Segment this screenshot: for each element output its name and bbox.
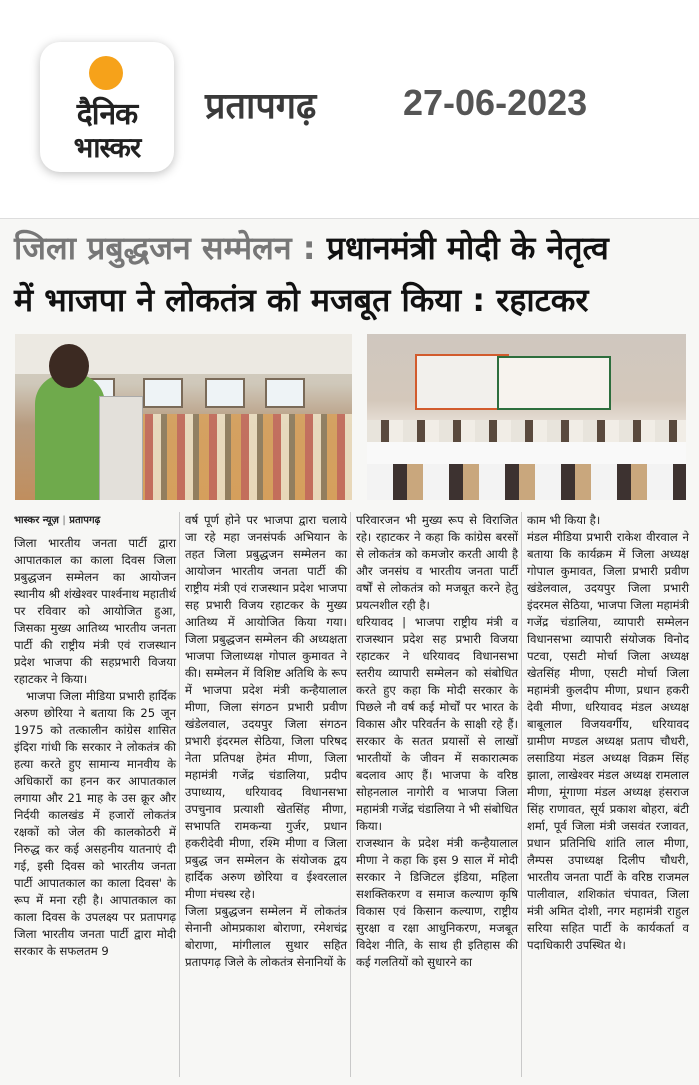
event-photo-stage — [367, 334, 686, 500]
paragraph: काम भी किया है। — [527, 513, 601, 527]
byline-source: भास्कर न्यूज़ — [14, 515, 59, 526]
headline-line-2: में भाजपा ने लोकतंत्र को मजबूत किया : रहाटकर — [14, 281, 589, 319]
logo-line-1: दैनिक — [76, 97, 138, 132]
paragraph: जिला प्रबुद्धजन सम्मेलन में लोकतंत्र सेनानी ओमप्रकाश बोराणा, रमेशचंद्र बोराणा, मांगीलाल सुथार सहित प्रतापगढ़ जिले के लोकतंत्र सेनानियों के — [185, 904, 347, 969]
paragraph: भाजपा जिला मीडिया प्रभारी हार्दिक अरुण छोरिया ने बताया कि 25 जून 1975 को तत्कालीन कांग्रेस शासित इंदिरा गांधी कि सरकार ने लोकतंत्र की हत्या करते हुए सामान्य मानवीय के अधिकारों का हनन कर आपातकाल लगाया और 21 माह के उस क्रूर और निर्दयी कालखंड में हजारों लोकतंत्र रक्षकों को जेल की कालकोठरी में निरुद्ध कर कई असहनीय यातनाएं दी गई, इसी दिवस को भारतीय जनता पार्टी आपातकाल का काला दिवस' के रूप में मना रही है। आपातकाल का काला दिवस के उपलक्ष्य पर प्रतापगढ़ जिला भारतीय जनता पार्टी द्वारा मोदी सरकार के सफलतम 9 — [14, 689, 176, 958]
article-column-3 — [356, 512, 518, 971]
article-column-4 — [527, 512, 689, 954]
headline-main: प्रधानमंत्री मोदी के नेतृत्व — [326, 229, 609, 267]
dainik-bhaskar-logo — [40, 42, 174, 172]
edition-city: प्रतापगढ़ — [205, 86, 317, 127]
event-photo-speaker — [15, 334, 352, 500]
byline-place: प्रतापगढ़ — [69, 515, 101, 526]
paragraph: वर्ष पूर्ण होने पर भाजपा द्वारा चलाये जा रहे महा जनसंपर्क अभियान के तहत जिला प्रबुद्धजन सम्मेलन का आयोजन भारतीय जनता पार्टी की राष्ट्रीय मंत्री एवं राजस्थान प्रदेश भाजपा सह प्रभारी विजय रहाटकर के मुख्य आतिथ्य में आयोजित किया गया। जिला प्रबुद्धजन सम्मेलन की अध्यक्षता भाजपा जिलाध्यक्ष गोपाल कुमावत ने की। सम्मेलन में विशिष्ट अतिथि के रूप में भाजपा प्रदेश मंत्री कन्हैयालाल मीणा, जिला संगठन प्रभारी प्रवीण खंडेलवाल, उदयपुर जिला संगठन प्रभारी इंदरमल सेठिया, जिला परिषद नेता प्रतिपक्ष हेमंत मीणा, जिला महामंत्री गजेंद्र चंडालिया, प्रदीप उपाध्याय, धरियावद विधानसभा उपचुनाव प्रत्याशी खेतसिंह मीणा, सभापति रामकन्या गुर्जर, प्रधान हकरीदेवी मीणा, रश्मि मीणा व जिला प्रबुद्ध जन सम्मेलन के संयोजक द्वय हार्दिक अरुण छोरिया व ईश्वरलाल मीणा मंचस्थ रहे। — [185, 513, 347, 901]
paragraph: मंडल मीडिया प्रभारी राकेश वीरवाल ने बताया कि कार्यक्रम में जिला अध्यक्ष गोपाल कुमावत, जिला प्रभारी प्रवीण खंडेलवाल, उदयपुर जिला प्रभारी इंदरमल सेठिया, भाजपा जिला महामंत्री गजेंद्र चंडालिया, व्यापारी सम्मेलन विधानसभा व्यापारी संयोजक विनोद पटवा, एसटी मोर्चा जिला अध्यक्ष खेतसिंह मीणा, एसटी मोर्चा जिला महामंत्री कुलदीप मीणा, प्रधान हकरी देवी मीणा, धरियावद मंडल अध्यक्ष बाबूलाल विजयवर्गीय, धरियावद ग्रामीण मण्डल अध्यक्ष प्रताप चौधरी, लसाडिया मंडल अध्यक्ष विक्रम सिंह झाला, लाखेश्वर मंडल अध्यक्ष रामलाल मीणा, मूंगाणा मंडल अध्यक्ष हंसराज सिंह राणावत, सूर्य प्रकाश बोहरा, बंटी शर्मा, पूर्व जिला मंत्री जसवंत रजावत, प्रधान प्रतिनिधि शांति लाल मीणा, लैम्पस उपाध्यक्ष दिलीप चौधरी, भारतीय जनता पार्टी के वरिष्ठ राजमल पालीवाल, शशिकांत चंपावत, जिला मंत्री अमित दोशी, नगर महामंत्री राहुल सरिया सहित पार्टी के कार्यकर्ता व पदाधिकारी उपस्थित थे। — [527, 530, 689, 952]
newspaper-header — [0, 0, 699, 190]
logo-sun-icon — [89, 56, 123, 90]
article-column-1 — [14, 512, 176, 960]
paragraph: धरियावद | भाजपा राष्ट्रीय मंत्री व राजस्थान प्रदेश सह प्रभारी विजया रहाटकर ने धरियावद विधानसभा स्तरीय व्यापारी सम्मेलन को संबोधित करते हुए कहा कि मोदी सरकार के पिछले नौ वर्ष कई मोर्चों पर भारत के विकास और परिवर्तन के साक्षी रहे हैं। सरकार के सतत प्रयासों से लाखों भारतीयों के जीवन में सकारात्मक बदलाव आए हैं। भाजपा के वरिष्ठ सोहनलाल नागोरी व भाजपा जिला महामंत्री गजेंद्र चंडालिया ने भी संबोधित किया। — [356, 615, 518, 833]
headline-line-1 — [14, 228, 694, 268]
byline: भास्कर न्यूज़ | प्रतापगढ़ — [14, 515, 101, 526]
paragraph: परिवारजन भी मुख्य रूप से विराजित रहे। रहाटकर ने कहा कि कांग्रेस बरसों से लोकतंत्र को कमजोर करती आयी है और जनसंघ व भारतीय जनता पार्टी वर्षों से लोकतंत्र को मजबूत करने हेतु प्रयत्नशील रही है। — [356, 513, 518, 612]
edition-date: 27-06-2023 — [403, 82, 588, 123]
article-column-2 — [185, 512, 347, 971]
paragraph: जिला भारतीय जनता पार्टी द्वारा आपातकाल का काला दिवस जिला प्रबुद्धजन सम्मेलन का आयोजन स्थानीय श्री शंखेश्वर पार्श्वनाथ महातीर्थ पर रविवार को आयोजित हुआ, जिसका मुख्य आतिथ्य भारतीय जनता पार्टी की राष्ट्रीय मंत्री एवं राजस्थान प्रदेश भाजपा की सहप्रभारी विजया रहाटकर ने किया। — [14, 536, 176, 686]
headline-label: जिला प्रबुद्धजन सम्मेलन : — [14, 229, 327, 267]
logo-line-2: भास्कर — [73, 131, 141, 164]
paragraph: राजस्थान के प्रदेश मंत्री कन्हैयालाल मीणा ने कहा कि इस 9 साल में मोदी सरकार ने डिजिटल इंडिया, महिला सशक्तिकरण व समाज कल्याण कृषि विकास एवं किसान कल्याण, राष्ट्रीय सुरक्षा व रक्षा आधुनिकरण, मजबूत विदेश नीति, के साथ ही इतिहास की कई गलतियों को सुधारने का — [356, 836, 518, 969]
